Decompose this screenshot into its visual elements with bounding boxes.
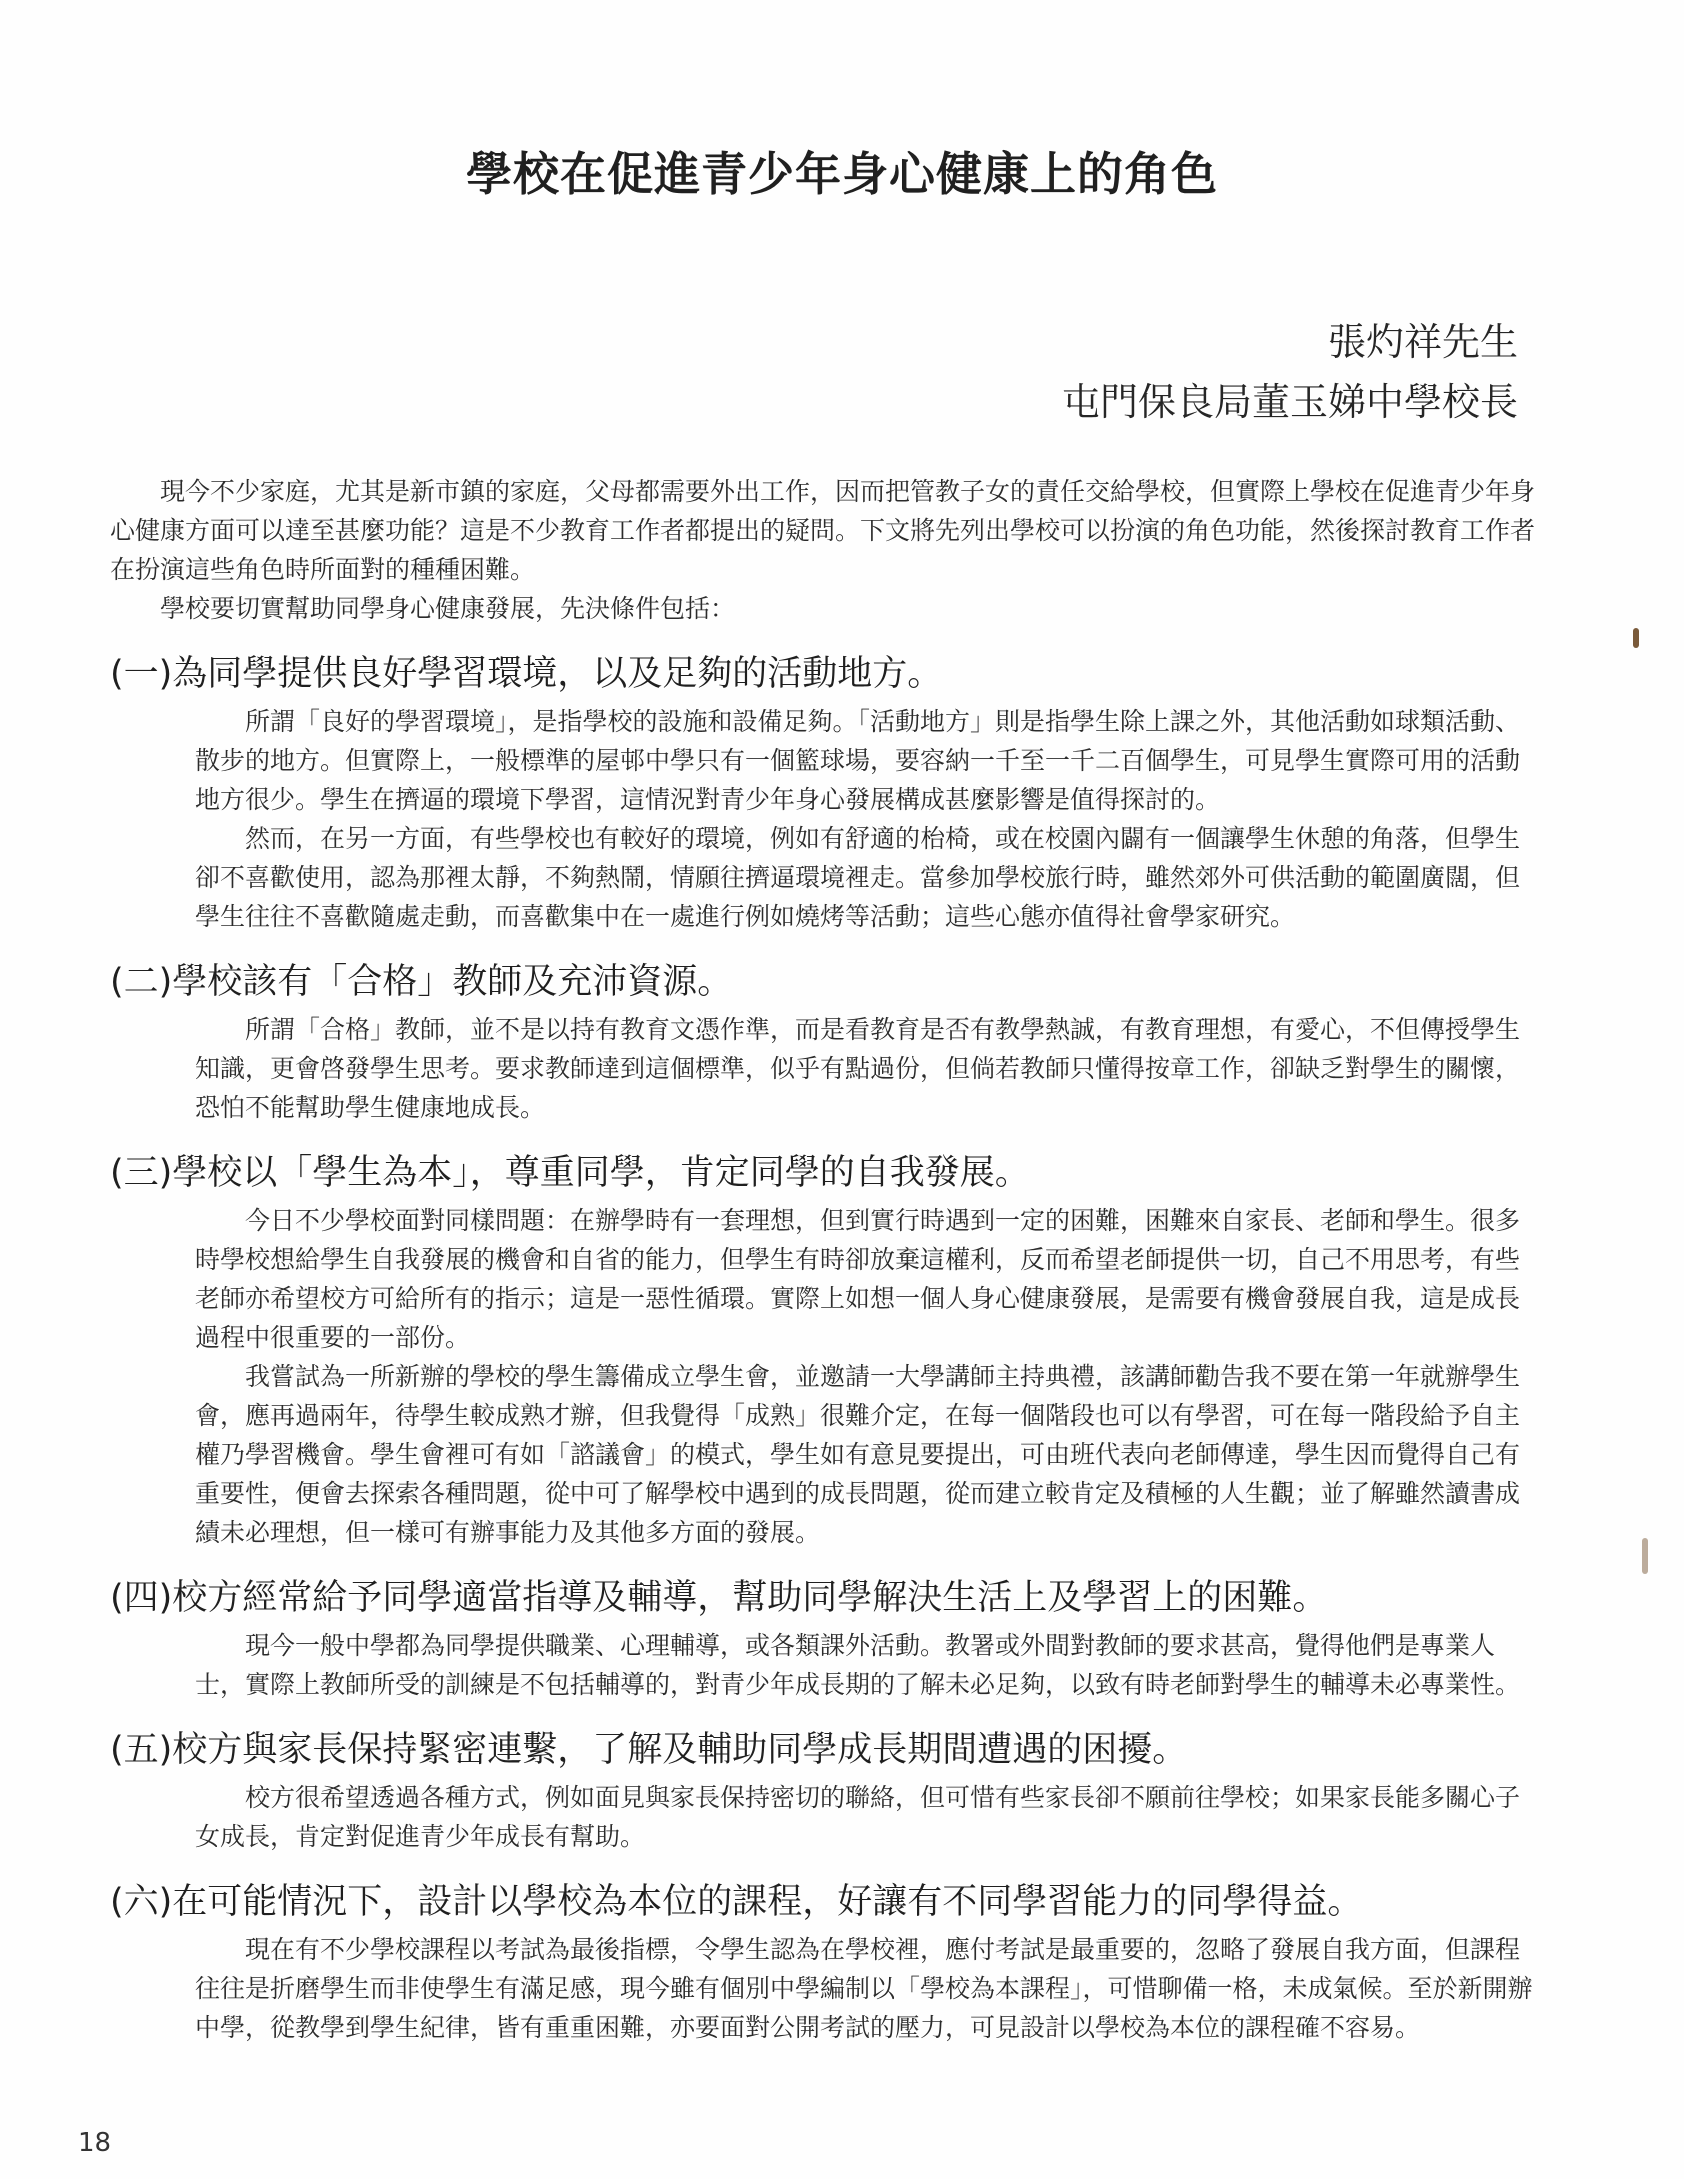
section-heading: (三)學校以「學生為本」，尊重同學，肯定同學的自我發展。 — [110, 1153, 1030, 1193]
intro-paragraph: 學校要切實幫助同學身心健康發展，先決條件包括： — [160, 594, 736, 623]
page-title: 學校在促進青少年身心健康上的角色 — [466, 147, 1218, 201]
author-name: 張灼祥先生 — [1327, 320, 1518, 364]
introduction — [110, 472, 1540, 628]
section-paragraph: 校方很希望透過各種方式，例如面見與家長保持密切的聯絡，但可惜有些家長卻不願前往學校；如果家長能多關心子女成長，肯定對促進青少年成長有幫助。 — [195, 1783, 1521, 1851]
section-heading: (二)學校該有「合格」教師及充沛資源。 — [110, 962, 733, 1002]
page-number: 18 — [78, 2128, 112, 2158]
section-paragraph: 現在有不少學校課程以考試為最後指標，令學生認為在學校裡，應付考試是最重要的，忽略了發展自我方面，但課程往往是折磨學生而非使學生有滿足感，現今雖有個別中學編制以「學校為本課程」，可惜聊備一格，未成氣候。至於新開辦中學，從教學到學生紀律，皆有重重困難，亦要面對公開考試的壓力，可見設計以學校為本位的課程確不容易。 — [195, 1935, 1533, 2042]
section-5 — [110, 1726, 1540, 1856]
section-body — [110, 1201, 1540, 1552]
section-3 — [110, 1149, 1540, 1552]
section-body — [110, 1778, 1540, 1856]
section-heading: (五)校方與家長保持緊密連繫，了解及輔助同學成長期間遭遇的困擾。 — [110, 1730, 1188, 1770]
section-heading: (六)在可能情況下，設計以學校為本位的課程，好讓有不同學習能力的同學得益。 — [110, 1882, 1363, 1922]
section-heading: (一)為同學提供良好學習環境，以及足夠的活動地方。 — [110, 654, 943, 694]
section-body — [110, 702, 1540, 936]
scan-speck — [1642, 1538, 1648, 1574]
section-2 — [110, 958, 1540, 1127]
section-paragraph: 所謂「合格」教師，並不是以持有教育文憑作準，而是看教育是否有教學熱誠，有教育理想，有愛心，不但傳授學生知識，更會啓發學生思考。要求教師達到這個標準，似乎有點過份，但倘若教師只懂得按章工作，卻缺乏對學生的關懷，恐怕不能幫助學生健康地成長。 — [195, 1015, 1521, 1122]
section-body — [110, 1930, 1540, 2047]
section-paragraph: 然而，在另一方面，有些學校也有較好的環境，例如有舒適的枱椅，或在校園內闢有一個讓學生休憩的角落，但學生卻不喜歡使用，認為那裡太靜，不夠熱鬧，情願往擠逼環境裡走。當參加學校旅行時，雖然郊外可供活動的範圍廣闊，但學生往往不喜歡隨處走動，而喜歡集中在一處進行例如燒烤等活動；這些心態亦值得社會學家研究。 — [195, 824, 1521, 931]
intro-paragraph: 現今不少家庭，尤其是新市鎮的家庭，父母都需要外出工作，因而把管教子女的責任交給學校，但實際上學校在促進青少年身心健康方面可以達至甚麼功能？這是不少教育工作者都提出的疑問。下文將先列出學校可以扮演的角色功能，然後探討教育工作者在扮演這些角色時所面對的種種困難。 — [110, 477, 1536, 584]
section-paragraph: 我嘗試為一所新辦的學校的學生籌備成立學生會，並邀請一大學講師主持典禮，該講師勸告我不要在第一年就辦學生會，應再過兩年，待學生較成熟才辦，但我覺得「成熟」很難介定，在每一個階段也可以有學習，可在每一階段給予自主權乃學習機會。學生會裡可有如「諮議會」的模式，學生如有意見要提出，可由班代表向老師傳達，學生因而覺得自己有重要性，便會去探索各種問題，從中可了解學校中遇到的成長問題，從而建立較肯定及積極的人生觀；並了解雖然讀書成績未必理想，但一樣可有辦事能力及其他多方面的發展。 — [195, 1362, 1521, 1547]
section-paragraph: 今日不少學校面對同樣問題：在辦學時有一套理想，但到實行時遇到一定的困難，困難來自家長、老師和學生。很多時學校想給學生自我發展的機會和自省的能力，但學生有時卻放棄這權利，反而希望老師提供一切，自己不用思考，有些老師亦希望校方可給所有的指示；這是一惡性循環。實際上如想一個人身心健康發展，是需要有機會發展自我，這是成長過程中很重要的一部份。 — [195, 1206, 1521, 1352]
section-4 — [110, 1574, 1540, 1704]
section-paragraph: 現今一般中學都為同學提供職業、心理輔導，或各類課外活動。教署或外間對教師的要求甚高，覺得他們是專業人士，實際上教師所受的訓練是不包括輔導的，對青少年成長期的了解未必足夠，以致有時老師對學生的輔導未必專業性。 — [195, 1631, 1521, 1699]
author-position: 屯門保良局董玉娣中學校長 — [1061, 380, 1518, 424]
section-1 — [110, 650, 1540, 936]
section-body — [110, 1010, 1540, 1127]
scan-speck — [1633, 628, 1639, 648]
section-6 — [110, 1878, 1540, 2047]
section-heading: (四)校方經常給予同學適當指導及輔導，幫助同學解決生活上及學習上的困難。 — [110, 1578, 1328, 1618]
section-paragraph: 所謂「良好的學習環境」，是指學校的設施和設備足夠。「活動地方」則是指學生除上課之外，其他活動如球類活動、散步的地方。但實際上，一般標準的屋邨中學只有一個籃球場，要容納一千至一千二百個學生，可見學生實際可用的活動地方很少。學生在擠逼的環境下學習，這情況對青少年身心發展構成甚麼影響是值得探討的。 — [195, 707, 1521, 814]
article-body — [110, 472, 1540, 2047]
author-block — [1062, 312, 1518, 432]
section-body — [110, 1626, 1540, 1704]
